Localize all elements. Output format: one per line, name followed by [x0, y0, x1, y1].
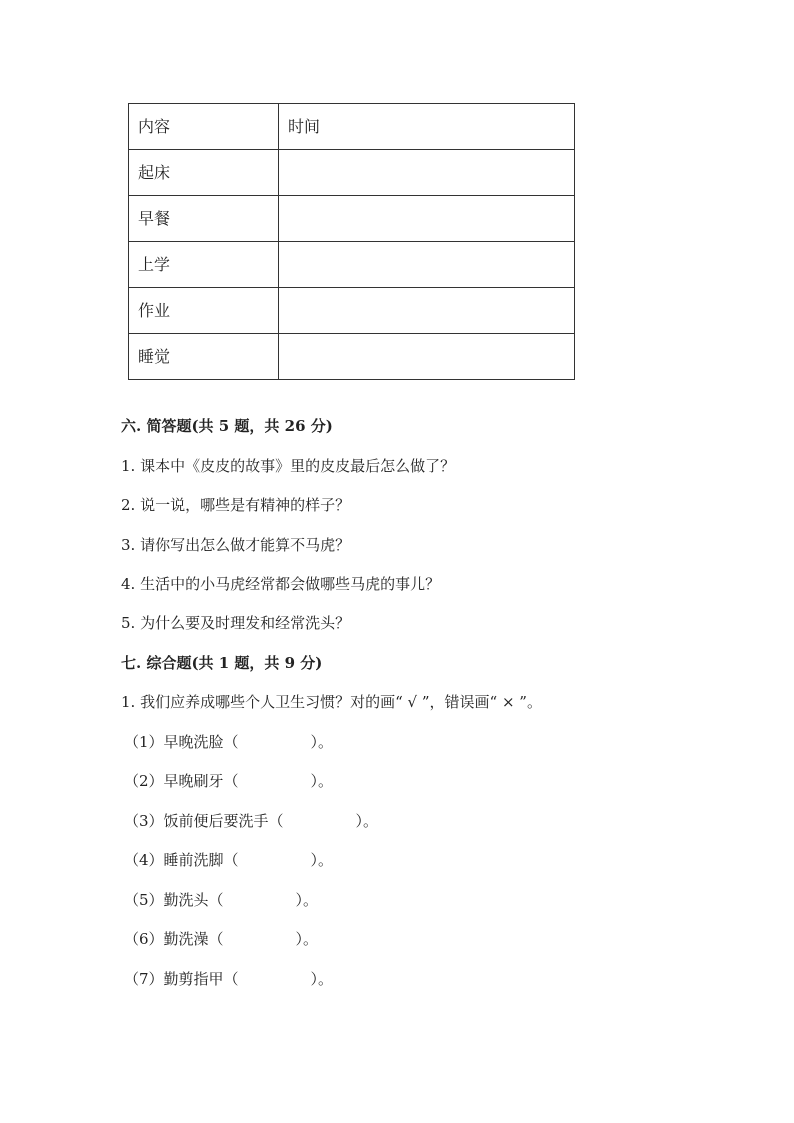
section-7-title: 七. 综合题(共 1 题，共 9 分) [121, 654, 323, 672]
question-6-5: 5. 为什么要及时理发和经常洗头？ [121, 614, 351, 632]
schedule-table [128, 103, 575, 380]
table-row [129, 288, 575, 334]
habit-item-label: （1）早晚洗脸（ [124, 733, 239, 751]
table-row [129, 242, 575, 288]
habit-item-close: ）。 [310, 772, 334, 790]
question-7-1: 1. 我们应养成哪些个人卫生习惯？对的画“ √ ”，错误画“ × ”。 [121, 693, 542, 711]
table-header-cell: 内容 [129, 104, 279, 150]
table-answer-cell[interactable] [279, 196, 575, 242]
table-cell: 上学 [129, 242, 279, 288]
habit-item-close: ）。 [295, 930, 319, 948]
habit-item-label: （6）勤洗澡（ [124, 930, 224, 948]
table-cell: 作业 [129, 288, 279, 334]
question-6-4: 4. 生活中的小马虎经常都会做哪些马虎的事儿？ [121, 575, 441, 593]
table-answer-cell[interactable] [279, 150, 575, 196]
question-6-2: 2. 说一说，哪些是有精神的样子？ [121, 496, 351, 514]
habit-item [124, 771, 333, 791]
habit-item-label: （2）早晚刷牙（ [124, 772, 239, 790]
habit-item [124, 732, 333, 752]
table-row [129, 150, 575, 196]
question-6-1: 1. 课本中《皮皮的故事》里的皮皮最后怎么做了？ [121, 457, 456, 475]
table-answer-cell[interactable] [279, 288, 575, 334]
table-cell: 早餐 [129, 196, 279, 242]
habit-item-label: （3）饭前便后要洗手（ [124, 812, 284, 830]
habit-item-label: （4）睡前洗脚（ [124, 851, 239, 869]
habit-item-label: （7）勤剪指甲（ [124, 970, 239, 988]
habit-item-close: ）。 [295, 891, 319, 909]
table-header-cell: 时间 [279, 104, 575, 150]
habit-item [124, 929, 318, 949]
section-6-title: 六. 简答题(共 5 题，共 26 分) [121, 417, 333, 435]
habit-item [124, 890, 318, 910]
table-header-row [129, 104, 575, 150]
habit-item [124, 850, 333, 870]
habit-item-close: ）。 [310, 733, 334, 751]
table-row [129, 334, 575, 380]
question-6-3: 3. 请你写出怎么做才能算不马虎？ [121, 536, 351, 554]
habit-item-close: ）。 [355, 812, 379, 830]
habit-item-label: （5）勤洗头（ [124, 891, 224, 909]
habit-item-close: ）。 [310, 851, 334, 869]
habit-item-close: ）。 [310, 970, 334, 988]
habit-item [124, 811, 378, 831]
table-answer-cell[interactable] [279, 334, 575, 380]
table-row [129, 196, 575, 242]
table-cell: 睡觉 [129, 334, 279, 380]
table-cell: 起床 [129, 150, 279, 196]
habit-item [124, 969, 333, 989]
table-answer-cell[interactable] [279, 242, 575, 288]
